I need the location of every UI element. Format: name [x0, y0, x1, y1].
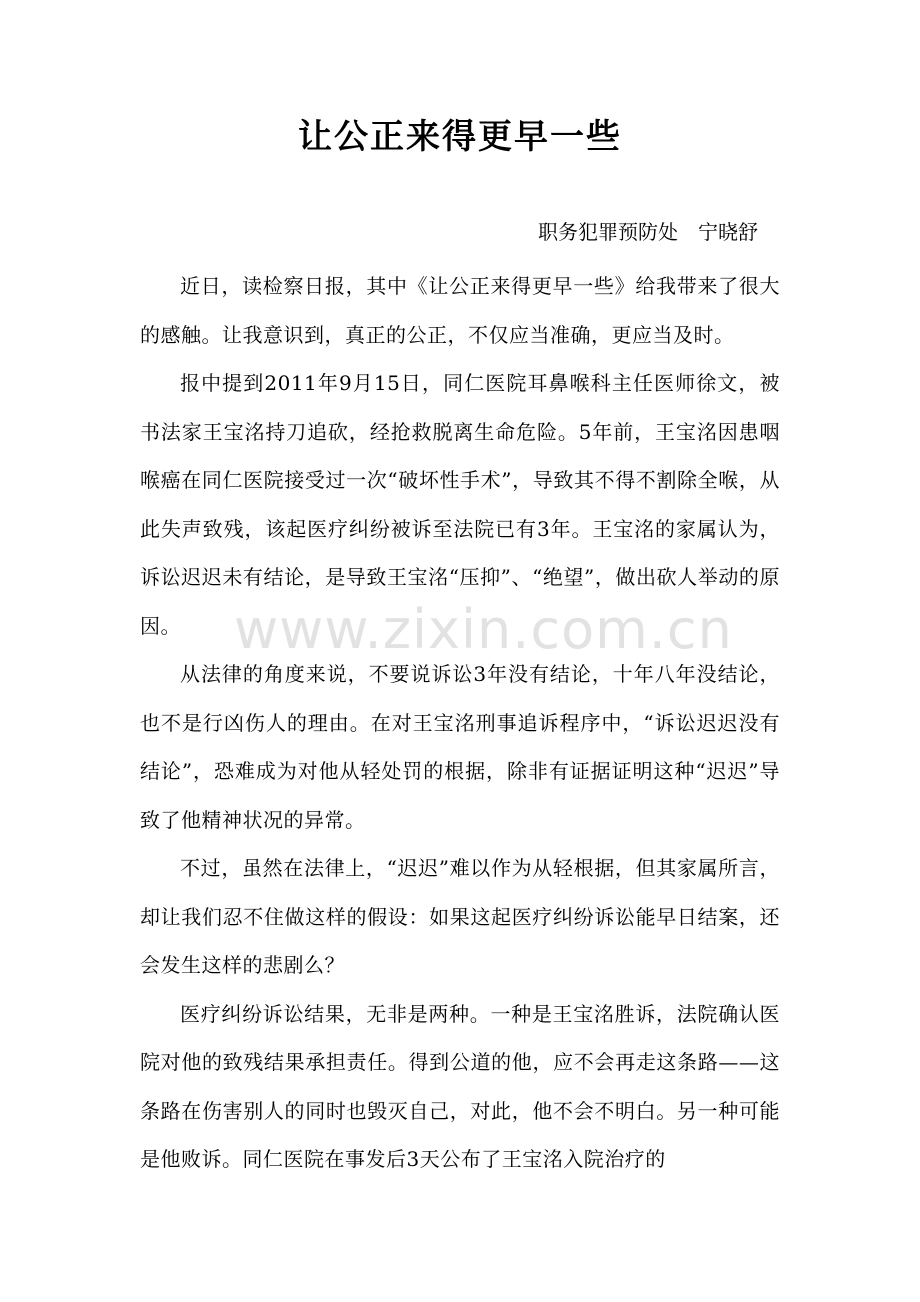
byline-author: 宁晓舒 [698, 220, 758, 244]
document-body [140, 262, 780, 1184]
paragraph-3: 从法律的角度来说，不要说诉讼3年没有结论，十年八年没结论，也不是行凶伤人的理由。在对王宝洺刑事追诉程序中，“诉讼迟迟没有结论”，恐难成为对他从轻处罚的根据，除非有证据证明这种“迟迟”导致了他精神状况的异常。 [140, 662, 780, 832]
document-title: 让公正来得更早一些 [298, 117, 622, 157]
byline [538, 216, 758, 248]
paragraph-1: 近日，读检察日报，其中《让公正来得更早一些》给我带来了很大的感触。让我意识到，真正的公正，不仅应当准确，更应当及时。 [140, 274, 780, 347]
byline-department: 职务犯罪预防处 [538, 220, 678, 244]
paragraph-5: 医疗纠纷诉讼结果，无非是两种。一种是王宝洺胜诉，法院确认医院对他的致残结果承担责任。得到公道的他，应不会再走这条路——这条路在伤害别人的同时也毁灭自己，对此，他不会不明白。另一种可能是他败诉。同仁医院在事发后3天公布了王宝洺入院治疗的 [140, 1001, 780, 1171]
paragraph-2: 报中提到2011年9月15日，同仁医院耳鼻喉科主任医师徐文，被书法家王宝洺持刀追砍，经抢救脱离生命危险。5年前，王宝洺因患咽喉癌在同仁医院接受过一次“破坏性手术”，导致其不得不割除全喉，从此失声致残，该起医疗纠纷被诉至法院已有3年。王宝洺的家属认为，诉讼迟迟未有结论，是导致王宝洺“压抑”、“绝望”，做出砍人举动的原因。 [140, 371, 780, 638]
paragraph-4: 不过，虽然在法律上，“迟迟”难以作为从轻根据，但其家属所言，却让我们忍不住做这样的假设：如果这起医疗纠纷诉讼能早日结案，还会发生这样的悲剧么？ [140, 856, 780, 977]
watermark: www.zixin.com.cn [234, 598, 733, 661]
